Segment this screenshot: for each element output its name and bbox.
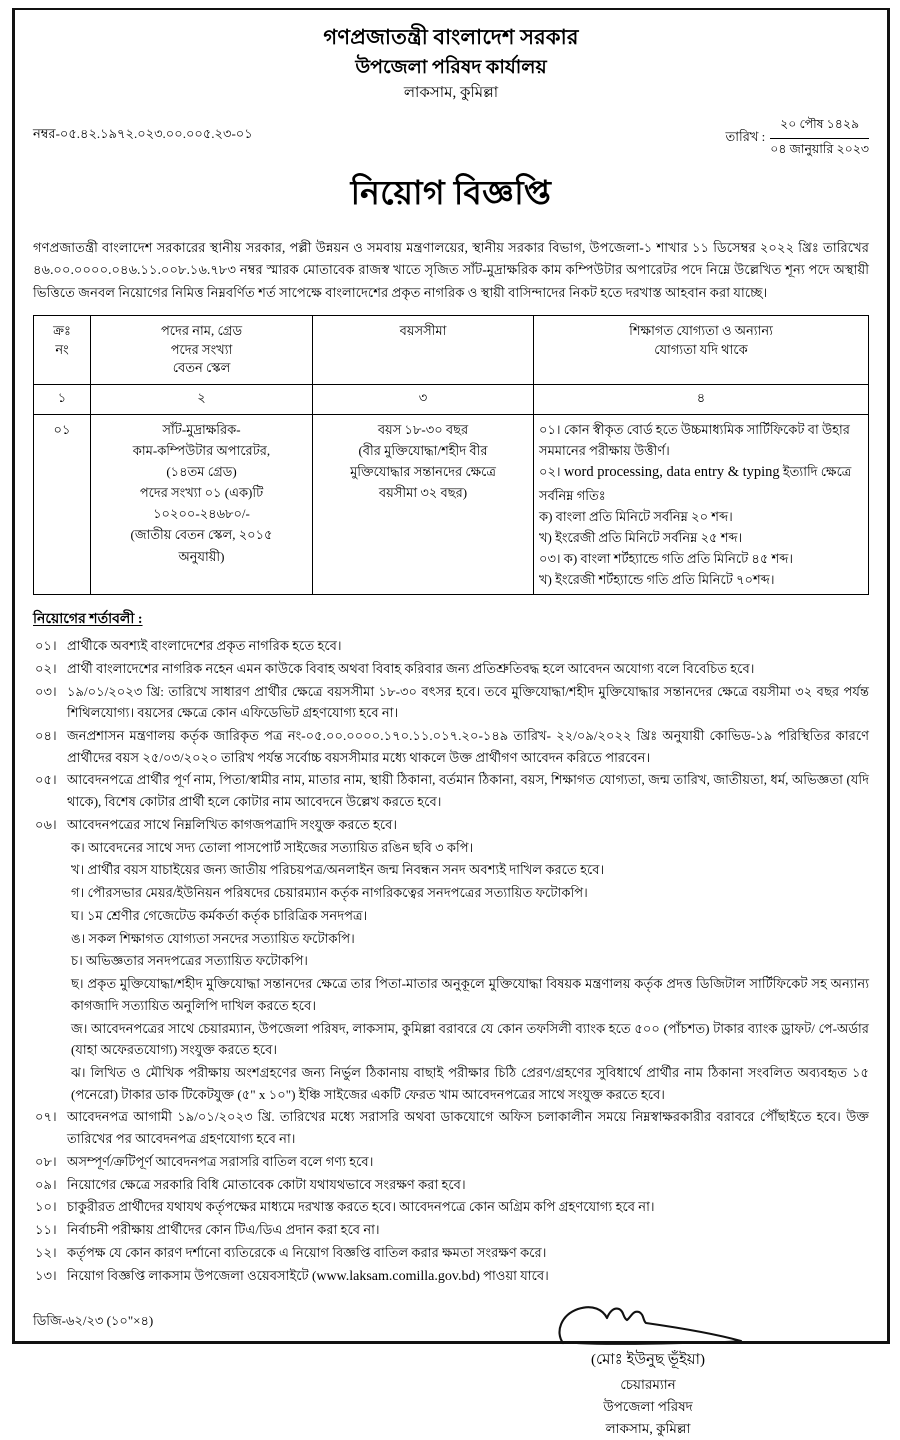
list-item: জ। আবেদনপত্রের সাথে চেয়ারম্যান, উপজেলা পরিষদ, লাকসাম, কুমিল্লা বরাবরে যে কোন তফসিলী ব্যাংক হতে ৫০০ (পাঁচশত) টাকার ব্যাংক ড্রাফট/ পে-অর্ডার (যাহা অফেরতযোগ্য) সংযুক্ত করতে হবে। bbox=[71, 1020, 869, 1058]
list-item: ০২। প্রার্থী বাংলাদেশের নাগরিক নহেন এমন কাউকে বিবাহ অথবা বিবাহ করিবার জন্য প্রতিশ্রুতিবদ্ধ হলে আবেদন অযোগ্য বলে বিবেচিত হবে। bbox=[35, 660, 755, 676]
list-item: ০৫। আবেদনপত্রে প্রার্থীর পূর্ণ নাম, পিতা/স্বামীর নাম, মাতার নাম, স্থায়ী ঠিকানা, বর্তমান ঠিকানা, বয়স, শিক্ষাগত যোগ্যতা, জন্ম তারিখ, জাতীয়তা, ধর্ম, অভিজ্ঞতা (যদি থাকে), বিশেষ কোটার প্রার্থী হলে কোটার নাম আবেদনে উল্লেখ করতে হবে। bbox=[35, 772, 869, 810]
header-age: বয়সসীমা bbox=[313, 315, 534, 385]
list-item-website: ১৩। নিয়োগ বিজ্ঞপ্তি লাকসাম উপজেলা ওয়েবসাইটে (www.laksam.comilla.gov.bd) পাওয়া যাবে। bbox=[33, 1265, 869, 1288]
document-sublist bbox=[33, 837, 869, 1106]
list-item: ঙ। সকল শিক্ষাগত যোগ্যতা সনদের সত্যায়িত ফটোকপি। bbox=[71, 930, 355, 946]
list-item: ঝ। লিখিত ও মৌখিক পরীক্ষায় অংশগ্রহণের জন্য নির্ভুল ঠিকানায় বাছাই পরীক্ষার চিঠি প্রেরণ/গ্রহণের সুবিধার্থে প্রার্থীর নাম ঠিকানা সংবলিত অব্যবহৃত ১৫ (পনেরো) টাকার ডাক টিকেটযুক্ত (৫" x ১০") ইঞ্চি সাইজের একটি ফেরত খাম আবেদনপত্রের সাথে সংযুক্ত করতে হবে। bbox=[71, 1065, 869, 1102]
list-item: ০৯। নিয়োগের ক্ষেত্রে সরকারি বিধি মোতাবেক কোটা যথাযথভাবে সংরক্ষণ করা হবে। bbox=[35, 1176, 466, 1192]
footer-reference-code: ডিজি-৬২/২৩ (১০"×৪) bbox=[33, 1313, 154, 1328]
signatory-role: চেয়ারম্যান bbox=[620, 1376, 676, 1392]
list-item: ঘ। ১ম শ্রেণীর গেজেটেড কর্মকর্তা কর্তৃক চারিত্রিক সনদপত্র। bbox=[71, 907, 368, 923]
list-item: ক। আবেদনের সাথে সদ্য তোলা পাসপোর্ট সাইজের সত্যায়িত রঙিন ছবি ৩ কপি। bbox=[71, 839, 474, 855]
intro-paragraph: গণপ্রজাতন্ত্রী বাংলাদেশ সরকারের স্থানীয় সরকার, পল্লী উন্নয়ন ও সমবায় মন্ত্রণালয়ের, স্থানীয় সরকার বিভাগ, উপজেলা-১ শাখার ১১ ডিসেম্বর ২০২২ খ্রিঃ তারিখের ৪৬.০০.০০০০.০৪৬.১১.০০৮.১৬.৭৮৩ নম্বর স্মারক মোতাবেক রাজস্ব খাতে সৃজিত সাঁট-মুদ্রাক্ষরিক কাম কম্পিউটার অপারেটর পদে নিম্নে উল্লেখিত শূন্য পদে অস্থায়ী ভিত্তিতে জনবল নিয়োগের নিমিত্ত নিম্নবর্ণিত শর্ত সাপেক্ষে বাংলাদেশের প্রকৃত নাগরিক ও স্থায়ী বাসিন্দাদের নিকট হতে দরখাস্ত আহবান করা যাচ্ছে। bbox=[33, 239, 869, 300]
list-item: ছ। প্রকৃত মুক্তিযোদ্ধা/শহীদ মুক্তিযোদ্ধা সন্তানদের ক্ষেত্রে তার পিতা-মাতার অনুকূলে মুক্তিযোদ্ধা বিষয়ক মন্ত্রণালয় কর্তৃক প্রদত্ত ডিজিটাল সার্টিফিকেট সহ অন্যান্য কাগজাদি সত্যায়িত অনুলিপি দাখিল করতে হবে। bbox=[71, 976, 869, 1013]
date-english: ০৪ জানুয়ারি ২০২৩ bbox=[770, 141, 869, 156]
date-label: তারিখ : bbox=[725, 128, 766, 144]
list-item: ১১। নির্বাচনী পরীক্ষায় প্রার্থীদের কোন টিএ/ডিএ প্রদান করা হবে না। bbox=[35, 1222, 380, 1238]
website-link[interactable]: www.laksam.comilla.gov.bd bbox=[316, 1268, 476, 1284]
qualification-english-skills: word processing, data entry & typing bbox=[563, 464, 780, 481]
list-item: ১২। কর্তৃপক্ষ যে কোন কারণ দর্শানো ব্যতিরেকে এ নিয়োগ বিজ্ঞপ্তি বাতিল করার ক্ষমতা সংরক্ষণ করে। bbox=[35, 1244, 547, 1260]
website-line: নিয়োগ বিজ্ঞপ্তি লাকসাম উপজেলা ওয়েবসাইটে (www.laksam.comilla.gov.bd) পাওয়া যাবে। bbox=[67, 1267, 549, 1284]
list-item: চ। অভিজ্ঞতার সনদপত্রের সত্যায়িত ফটোকপি। bbox=[71, 953, 308, 969]
cell-post-details: সাঁট-মুদ্রাক্ষরিক- কাম-কম্পিউটার অপারেটর, (১৪তম গ্রেড) পদের সংখ্যা ০১ (এক)টি ১০২০০-২৪৬৮০/- (জাতীয় বেতন স্কেল, ২০১৫ অনুযায়ী) bbox=[91, 415, 313, 595]
list-item: খ। প্রার্থীর বয়স যাচাইয়ের জন্য জাতীয় পরিচয়পত্র/অনলাইন জন্ম নিবন্ধন সনদ অবশ্যই দাখিল করতে হবে। bbox=[71, 862, 605, 878]
signatory-location: লাকসাম, কুমিল্লা bbox=[605, 1421, 691, 1437]
colnum-3: ৩ bbox=[313, 385, 534, 415]
colnum-1: ১ bbox=[34, 385, 91, 415]
list-item: ১০। চাকুরীরত প্রার্থীদের যথাযথ কর্তৃপক্ষের মাধ্যমে দরখাস্ত করতে হবে। আবেদনপত্রে কোন অগ্রিম কপি গ্রহণযোগ্য হবে না। bbox=[35, 1199, 655, 1215]
header-serial: ক্রঃ নং bbox=[34, 315, 91, 385]
post-details-table bbox=[33, 315, 869, 595]
qualification-line-2: ০২। word processing, data entry & typing ইত্যাদি ক্ষেত্রে সর্বনিম্ন গতিঃ bbox=[539, 464, 852, 503]
office-location: লাকসাম, কুমিল্লা bbox=[403, 84, 499, 101]
date-bangla: ২০ পৌষ ১৪২৯ bbox=[770, 116, 869, 139]
table-row bbox=[34, 415, 869, 595]
memo-date-row bbox=[33, 116, 869, 161]
signatory-office: উপজেলা পরিষদ bbox=[603, 1399, 693, 1415]
header-qualification: শিক্ষাগত যোগ্যতা ও অন্যান্য যোগ্যতা যদি থাকে bbox=[534, 315, 869, 385]
colnum-4: ৪ bbox=[534, 385, 869, 415]
list-item: ০৪। জনপ্রশাসন মন্ত্রণালয় কর্তৃক জারিকৃত পত্র নং-০৫.০০.০০০০.১৭০.১১.০১৭.২০-১৪৯ তারিখ- ২২/০৯/২০২২ খ্রিঃ অনুযায়ী কোভিড-১৯ পরিস্থিতির কারণে প্রার্থীদের বয়স ২৫/০৩/২০২০ তারিখ পর্যন্ত সর্বোচ্চ বয়সসীমার মধ্যে থাকলে উক্ত প্রার্থীগণ আবেদন করিতে পারবেন। bbox=[35, 727, 869, 765]
colnum-2: ২ bbox=[91, 385, 313, 415]
signature-area bbox=[33, 1298, 869, 1440]
list-item: ০১। প্রার্থীকে অবশ্যই বাংলাদেশের প্রকৃত নাগরিক হতে হবে। bbox=[35, 638, 342, 654]
list-item: ০৮। অসম্পূর্ণ/ক্রটিপূর্ণ আবেদনপত্র সরাসরি বাতিল বলে গণ্য হবে। bbox=[35, 1153, 374, 1169]
cell-age-limit: বয়স ১৮-৩০ বছর (বীর মুক্তিযোদ্ধা/শহীদ বীর মুক্তিযোদ্ধার সন্তানদের ক্ষেত্রে বয়সীমা ৩২ বছর) bbox=[313, 415, 534, 595]
page-title: নিয়োগ বিজ্ঞপ্তি bbox=[350, 175, 552, 212]
conditions-heading: নিয়োগের শর্তাবলী : bbox=[33, 612, 143, 628]
table-header-row bbox=[34, 315, 869, 385]
cell-qualification: ০১। কোন স্বীকৃত বোর্ড হতে উচ্চমাধ্যমিক সার্টিফিকেট বা উহার সমমানের পরীক্ষায় উত্তীর্ণ। ০২। word processing, data entry & typing ইত্যাদি ক্ষেত্রে সর্বনিম্ন গতিঃ ক) বাংলা প্রতি মিনিটে সর্বনিম্ন ২০ শব্দ। খ) ইংরেজী প্রতি মিনিটে সর্বনিম্ন ২৫ শব্দ। ০৩। ক) বাংলা শর্টহ্যান্ডে গতি প্রতি মিনিটে ৪৫ শব্দ। খ) ইংরেজী শর্টহ্যান্ডে গতি প্রতি মিনিটে ৭০শব্দ। bbox=[534, 415, 869, 595]
date-block bbox=[725, 116, 869, 161]
list-item: ০৭। আবেদনপত্র আগামী ১৯/০১/২০২৩ খ্রি. তারিখের মধ্যে সরাসরি অথবা ডাকযোগে অফিস চলাকালীন সময়ে নিম্নস্বাক্ষরকারীর বরাবরে পৌঁছাইতে হবে। উক্ত তারিখের পর আবেদনপত্র গ্রহণযোগ্য হবে না। bbox=[35, 1109, 869, 1147]
header-post: পদের নাম, গ্রেড পদের সংখ্যা বেতন স্কেল bbox=[91, 315, 313, 385]
date-stack bbox=[770, 116, 869, 161]
table-column-number-row bbox=[34, 385, 869, 415]
memo-number: নম্বর-০৫.৪২.১৯৭২.০২৩.০০.০০৫.২৩-০১ bbox=[33, 125, 253, 141]
list-item: ০৬। আবেদনপত্রের সাথে নিম্নলিখিত কাগজপত্রাদি সংযুক্ত করতে হবে। bbox=[35, 816, 398, 832]
government-name: গণপ্রজাতন্ত্রী বাংলাদেশ সরকার bbox=[323, 25, 579, 49]
conditions-list bbox=[33, 635, 869, 1288]
signatory-name: (মোঃ ইউনুছ ভূঁইয়া) bbox=[591, 1351, 705, 1368]
document-frame bbox=[12, 8, 890, 1437]
office-name: উপজেলা পরিষদ কার্যালয় bbox=[355, 56, 547, 78]
list-item: গ। পৌরসভার মেয়র/ইউনিয়ন পরিষদের চেয়ারম্যান কর্তৃক নাগরিকত্বের সনদপত্রের সত্যায়িত ফটোকপি। bbox=[71, 885, 588, 901]
handwritten-signature-icon bbox=[523, 1298, 773, 1350]
signature-block bbox=[523, 1298, 773, 1440]
list-item: ০৩। ১৯/০১/২০২৩ খ্রি: তারিখে সাধারণ প্রার্থীর ক্ষেত্রে বয়সসীমা ১৮-৩০ বৎসর হবে। তবে মুক্তিযোদ্ধা/শহীদ মুক্তিযোদ্ধার সন্তানদের ক্ষেত্রে বয়সীমা ৩২ বছর পর্যন্ত শিথিলযোগ্য। বয়সের ক্ষেত্রে কোন এফিডেভিট গ্রহণযোগ্য হবে না। bbox=[35, 683, 869, 721]
cell-serial: ০১ bbox=[34, 415, 91, 595]
government-header bbox=[33, 24, 869, 104]
